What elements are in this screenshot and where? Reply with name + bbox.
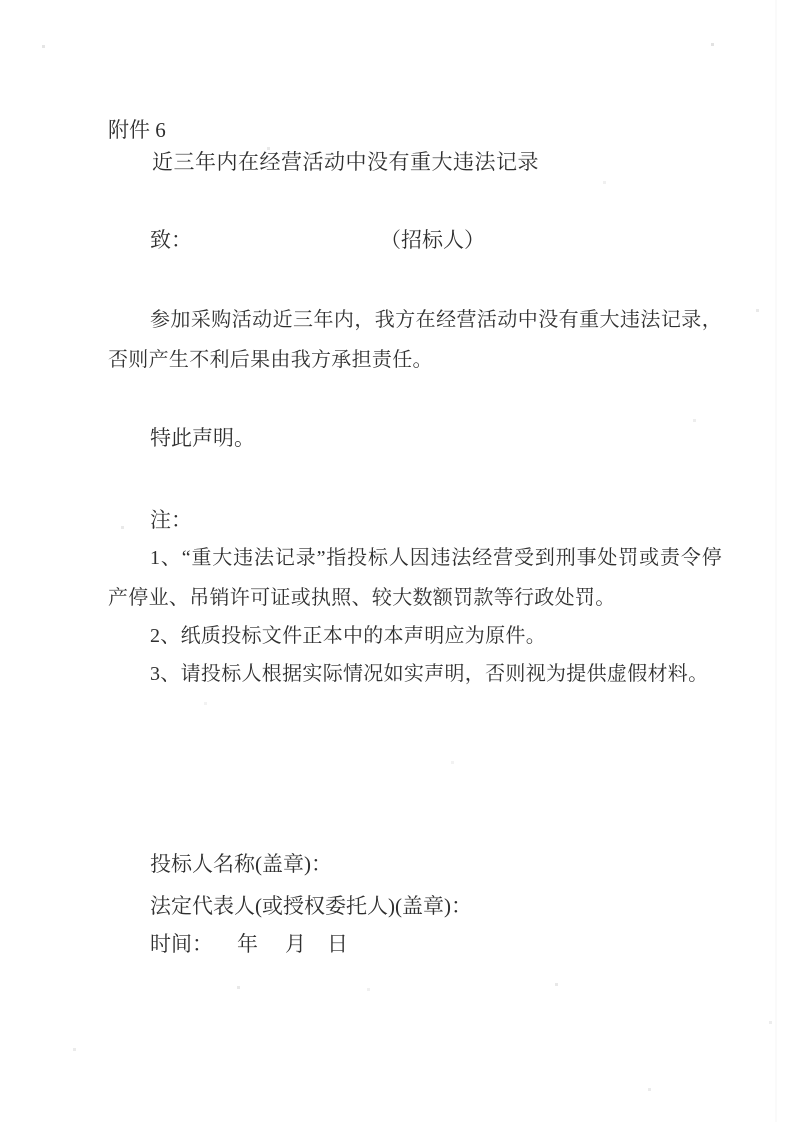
body-paragraph: 参加采购活动近三年内，我方在经营活动中没有重大违法记录，否则产生不利后果由我方承担责任。: [108, 309, 722, 371]
scan-edge-shading: [775, 0, 777, 1122]
note-item-3: 3、请投标人根据实际情况如实声明，否则视为提供虚假材料。: [150, 663, 709, 685]
legal-representative-label: 法定代表人(或授权委托人)(盖章)：: [150, 894, 472, 918]
salutation-label: 致：: [150, 228, 192, 252]
day-label: 日: [327, 932, 348, 956]
salutation-line: [150, 229, 485, 252]
declaration-line: 特此声明。: [150, 426, 255, 450]
date-label: 时间：: [150, 932, 213, 956]
recipient-hint: （招标人）: [380, 228, 485, 252]
year-label: 年: [237, 932, 258, 956]
bidder-name-label: 投标人名称(盖章)：: [150, 852, 332, 876]
note-item-2: 2、纸质投标文件正本中的本声明应为原件。: [150, 625, 546, 647]
scan-noise-speckles: [0, 0, 1, 1]
notes-label: 注：: [150, 508, 192, 532]
document-title: 近三年内在经营活动中没有重大违法记录: [152, 150, 539, 174]
note-item-1: 1、“重大违法记录”指投标人因违法经营受到刑事处罚或责令停产停业、吊销许可证或执照、较大数额罚款等行政处罚。: [108, 547, 722, 609]
date-line: [150, 933, 348, 956]
attachment-label: 附件 6: [108, 118, 166, 142]
month-label: 月: [285, 932, 306, 956]
